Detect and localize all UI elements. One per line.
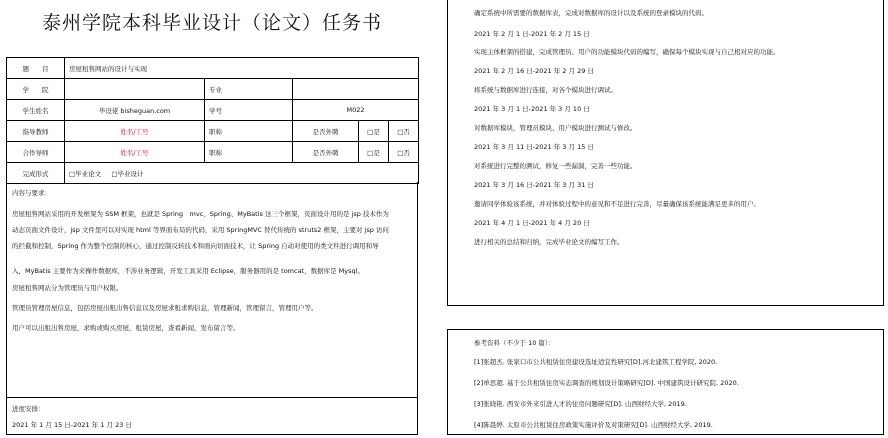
id-label: 学号 [205,100,293,121]
table-row-topic [7,58,419,79]
schedule-line: 2021 年 3 月 1 日-2021 年 3 月 10 日 [474,105,590,113]
advisor-label: 指导教师 [7,121,65,142]
coadvisor-external-label: 是否外聘 [293,142,359,163]
reference-item: [4]陈晨婷. 太原市公共租赁住房政策实施评价及对策研究[D]. 山西财经大学, 2019. [474,421,713,429]
task-info-table [6,57,419,184]
schedule-line: 进行相关的总结和归纳，完成毕业论文的编写工作。 [474,238,624,246]
reference-item: [3]张晓艳. 西安市外来引进人才的住房问题研究[D]. 山西财经大学, 2019. [474,400,687,408]
schedule-heading: 进度安排： [12,405,45,413]
content-line: 的拦截和控制，Spring 作为整个控制的核心，通过控制反转技术和面向切面技术，让 Spring 自动对使用的类文件进行调用和导 [12,242,379,250]
coadvisor-name-placeholder: 姓名/工号 [65,142,205,163]
schedule-line: 2021 年 4 月 1 日-2021 年 4 月 20 日 [474,219,590,227]
reference-item: [2]单思超. 基于公共租赁住房实态调查的规划设计策略研究[D]. 中国建筑设计研究院, 2020. [474,379,739,387]
advisor-yes-checkbox: □是 [359,121,389,142]
advisor-name-placeholder: 姓名/工号 [65,121,205,142]
coadvisor-no-checkbox: □否 [389,142,419,163]
coadvisor-label: 合作导师 [7,142,65,163]
coadvisor-yes-checkbox: □是 [359,142,389,163]
schedule-line: 对系统进行完整的测试，修复一些漏洞，完善一些功能。 [474,162,637,170]
coadvisor-title-label: 职称 [205,142,293,163]
table-row-coadvisor [7,142,419,163]
advisor-no-checkbox: □否 [389,121,419,142]
page-title: 泰州学院本科毕业设计（论文）任务书 [41,12,382,34]
schedule-line: 实现主体框架的搭建，完成管理员、用户的功能模块代码的编写，确保每个模块实现与自己相对应的功能。 [474,48,780,56]
references-heading: 参考资料（不少于 10 篇）： [474,339,555,347]
schedule-line: 2021 年 3 月 11 日-2021 年 3 月 15 日 [474,143,594,151]
schedule-line: 2021 年 2 月 16 日-2021 年 2 月 29 日 [474,67,594,75]
schedule-box [6,398,418,435]
references-box [447,329,884,435]
form-options [65,163,419,184]
content-line: 房屋租售网站分为管理员与用户权限。 [12,284,123,292]
form-label: 完成形式 [7,163,65,184]
schedule-line: 对数据库模块、管理员模块、用户模块进行测试与修改。 [474,124,637,132]
schedule-line: 确定系统中所需要的数据库表，完成对数据库的设计以及系统的登录模块的代码。 [474,9,708,17]
content-line: 用户可以出租出售房屋，求购或购买房屋，租赁房屋，查看新闻，发布留言等。 [12,324,240,332]
form-option-thesis: □毕业论文 [69,169,102,178]
schedule-line: 2021 年 2 月 1 日-2021 年 2 月 15 日 [474,30,590,38]
task-page-left [0,0,424,438]
content-line: 管理员管理房屋信息，包括房屋出租出售信息以及房屋求租求购信息，管理新闻，管理留言，管理用户等。 [12,304,318,312]
schedule-line: 2021 年 3 月 16 日-2021 年 3 月 31 日 [474,181,594,189]
content-requirements-box [6,182,418,398]
id-value: M022 [293,100,419,121]
table-row-form [7,163,419,184]
student-label: 学生姓名 [7,100,65,121]
advisor-external-label: 是否外聘 [293,121,359,142]
topic-label: 题 目 [7,58,65,79]
table-row-student [7,100,419,121]
college-value [65,79,205,100]
schedule-continued-box [447,0,884,306]
content-line: 入，MyBatis 主要作为来操作数据库，不涉业务逻辑，开发工具采用 Eclipse，服务器用的是 tomcat，数据库是 Mysql。 [12,267,364,275]
table-row-college [7,79,419,100]
schedule-line: 2021 年 1 月 15 日-2021 年 1 月 23 日 [12,421,132,429]
major-value [293,79,419,100]
task-page-right [447,0,888,438]
schedule-line: 邀请同学体验该系统，并对体验过程中的意见和不足进行完善，尽量确保该系统能满足更多的用户。 [474,200,760,208]
content-heading: 内容与要求： [12,189,51,197]
content-line: 房屋租售网站采用的开发框架为 SSM 框架，也就是 Spring mvc、Spring、MyBatis 这三个框架，页面设计用的是 jsp 技术作为 [12,210,389,218]
form-option-design: □毕业设计 [111,169,144,178]
table-row-advisor [7,121,419,142]
content-line: 动态页面文件设计，jsp 文件里可以对实现 html 等界面布局的代码，采用 SpringMVC 替代传统的 struts2 框架，主要对 jsp 访问 [12,226,389,234]
major-label: 专业 [205,79,293,100]
topic-value: 房屋租售网站的设计与实现 [65,58,419,79]
college-label: 学 院 [7,79,65,100]
advisor-title-label: 职称 [205,121,293,142]
reference-item: [1]张超杰. 张家口市公共租赁住房建设选址适宜性研究[D].河北建筑工程学院, 2020. [474,358,718,366]
schedule-line: 将系统与数据库进行连接，对各个模块进行调试。 [474,86,617,94]
student-value: 毕设佬 bisheguan.com [65,100,205,121]
